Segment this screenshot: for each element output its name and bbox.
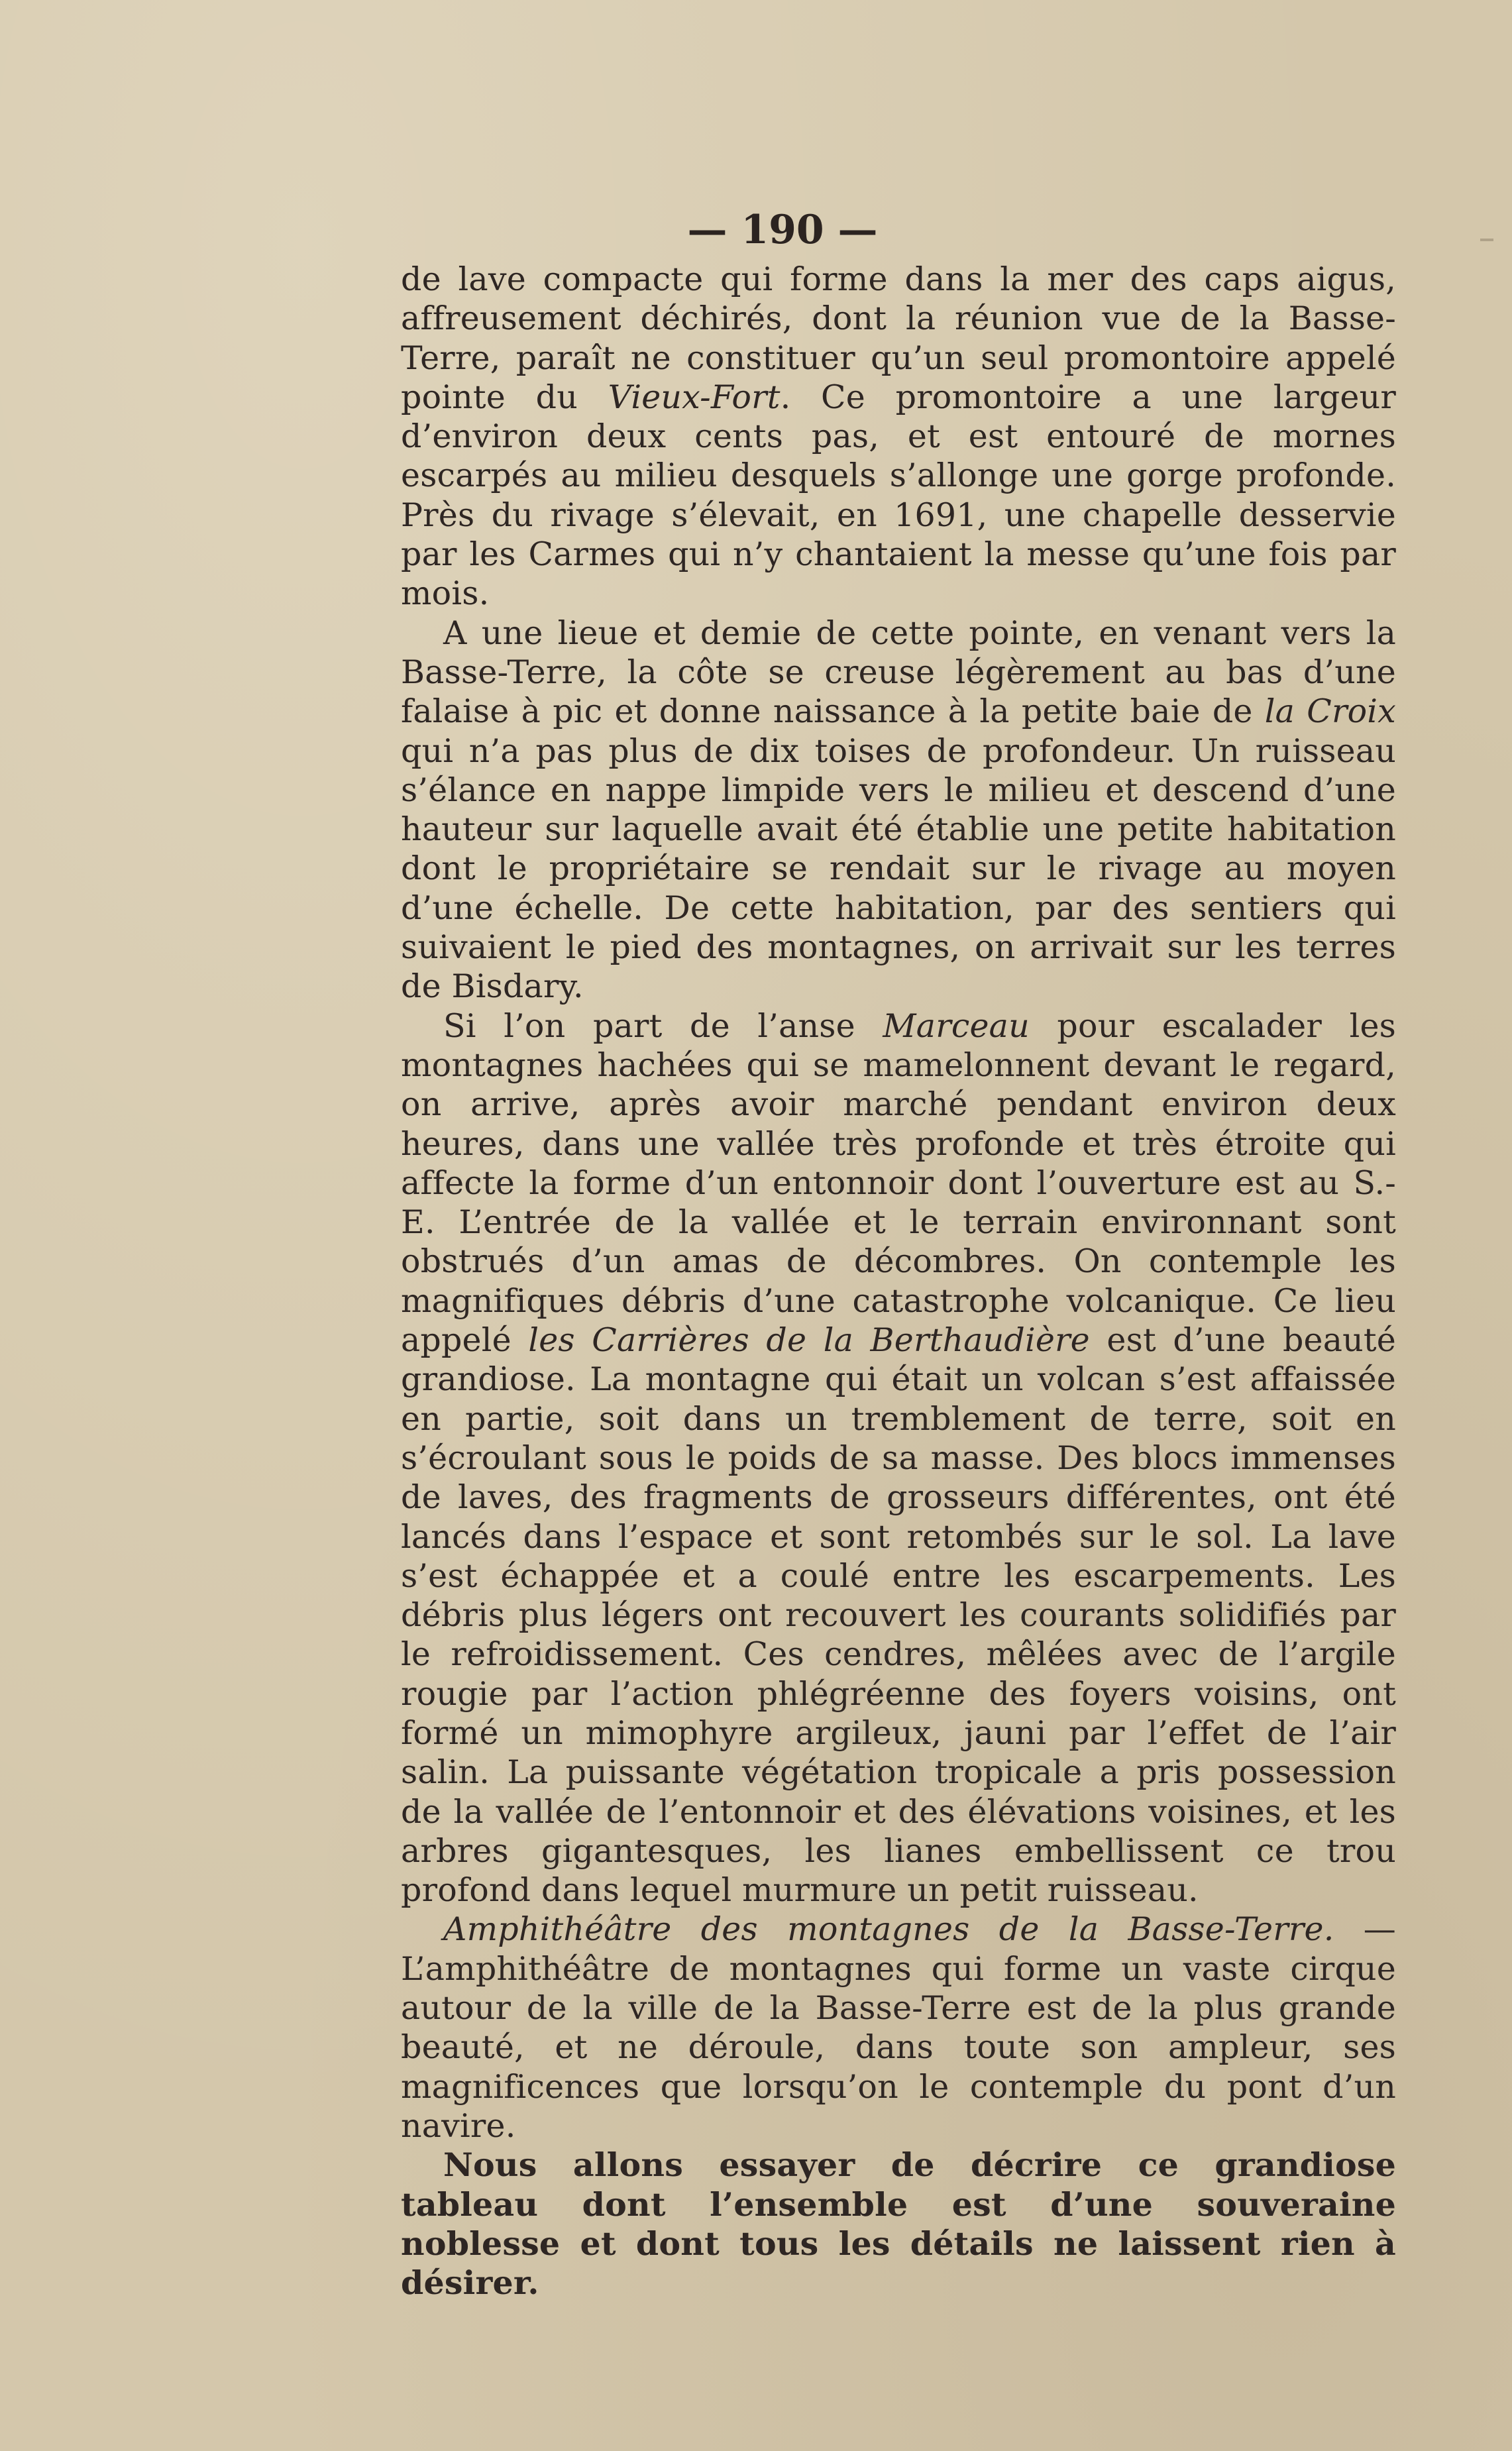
text-segment: Nous allons essayer de décrire ce grandiose tableau dont l’ensemble est d’une souveraine noblesse et dont tous les détails ne laissent rien à désirer. [401,2146,1396,2303]
section-heading-italic: Amphithéâtre des montagnes de la Basse-Terre. [443,1910,1334,1949]
paragraph-conclusion [401,2146,1396,2303]
italic-place-name: Marceau [883,1007,1030,1045]
text-segment: Si l’on part de l’anse [443,1007,883,1045]
text-segment: qui n’a pas plus de dix toises de profondeur. Un ruisseau s’élance en nappe limpide vers le milieu et descend d’une hauteur sur laquelle avait été établie une petite habitation dont le propriétaire se rendait sur le rivage au moyen d’une échelle. De cette habitation, par des sentiers qui suivaient le pied des montagnes, on arrivait sur les terres de Bisdary. [401,732,1396,1006]
italic-place-name: Vieux-Fort [608,378,781,416]
text-segment: pour escalader les montagnes hachées qui se mamelonnent devant le regard, on arrive, après avoir marché pendant environ deux heures, dans une vallée très profonde et très étroite qui affecte la forme d’un entonnoir dont l’ouverture est au S.-E. L’entrée de la vallée et le terrain environnant sont obstrués d’un amas de décombres. On contemple les magnifiques débris d’une catastrophe volcanique. Ce lieu appelé [401,1007,1396,1360]
text-segment: A une lieue et demie de cette pointe, en venant vers la Basse-Terre, la côte se creuse légèrement au bas d’une falaise à pic et donne naissance à la petite baie de [401,614,1396,731]
page-number: — 190 — [687,207,878,253]
paragraph-anse-marceau [401,1007,1396,1910]
paragraph-vieux-fort [401,260,1396,614]
text-segment: de lave compacte qui forme dans la mer des caps aigus, affreusement déchirés, dont la réunion vue de la Basse-Terre, paraît ne constituer qu’un seul promontoire appelé pointe du [401,260,1396,416]
text-segment: — L’amphithéâtre de montagnes qui forme un vaste cirque autour de la ville de la Basse-Terre est de la plus grande beauté, et ne déroule, dans toute son ampleur, ses magnificences que lorsqu’on le contemple du pont d’un navire. [401,1910,1396,2145]
paragraph-amphitheatre [401,1910,1396,2146]
italic-place-name: les Carrières de la Berthaudière [528,1321,1090,1360]
body-text [401,260,1396,2303]
italic-place-name: la Croix [1264,692,1396,731]
text-segment: . Ce promontoire a une largeur d’environ deux cents pas, et est entouré de mornes escarpés au milieu desquels s’allonge une gorge profonde. Près du rivage s’élevait, en 1691, une chapelle desservie par les Carmes qui n’y chantaient la messe qu’une fois par mois. [401,378,1396,613]
paragraph-baie-la-croix [401,614,1396,1007]
text-segment: est d’une beauté grandiose. La montagne qui était un volcan s’est affaissée en partie, soit dans un tremblement de terre, soit en s’écroulant sous le poids de sa masse. Des blocs immenses de laves, des fragments de grosseurs différentes, ont été lancés dans l’espace et sont retombés sur le sol. La lave s’est échappée et a coulé entre les escarpements. Les débris plus légers ont recouvert les courants solidifiés par le refroidissement. Ces cendres, mêlées avec de l’argile rougie par l’action phlégréenne des foyers voisins, ont formé un mimophyre argileux, jauni par l’effet de l’air salin. La puissante végétation tropicale a pris possession de la vallée de l’entonnoir et des élévations voisines, et les arbres gigantesques, les lianes embellissent ce trou profond dans lequel murmure un petit ruisseau. [401,1321,1396,1910]
